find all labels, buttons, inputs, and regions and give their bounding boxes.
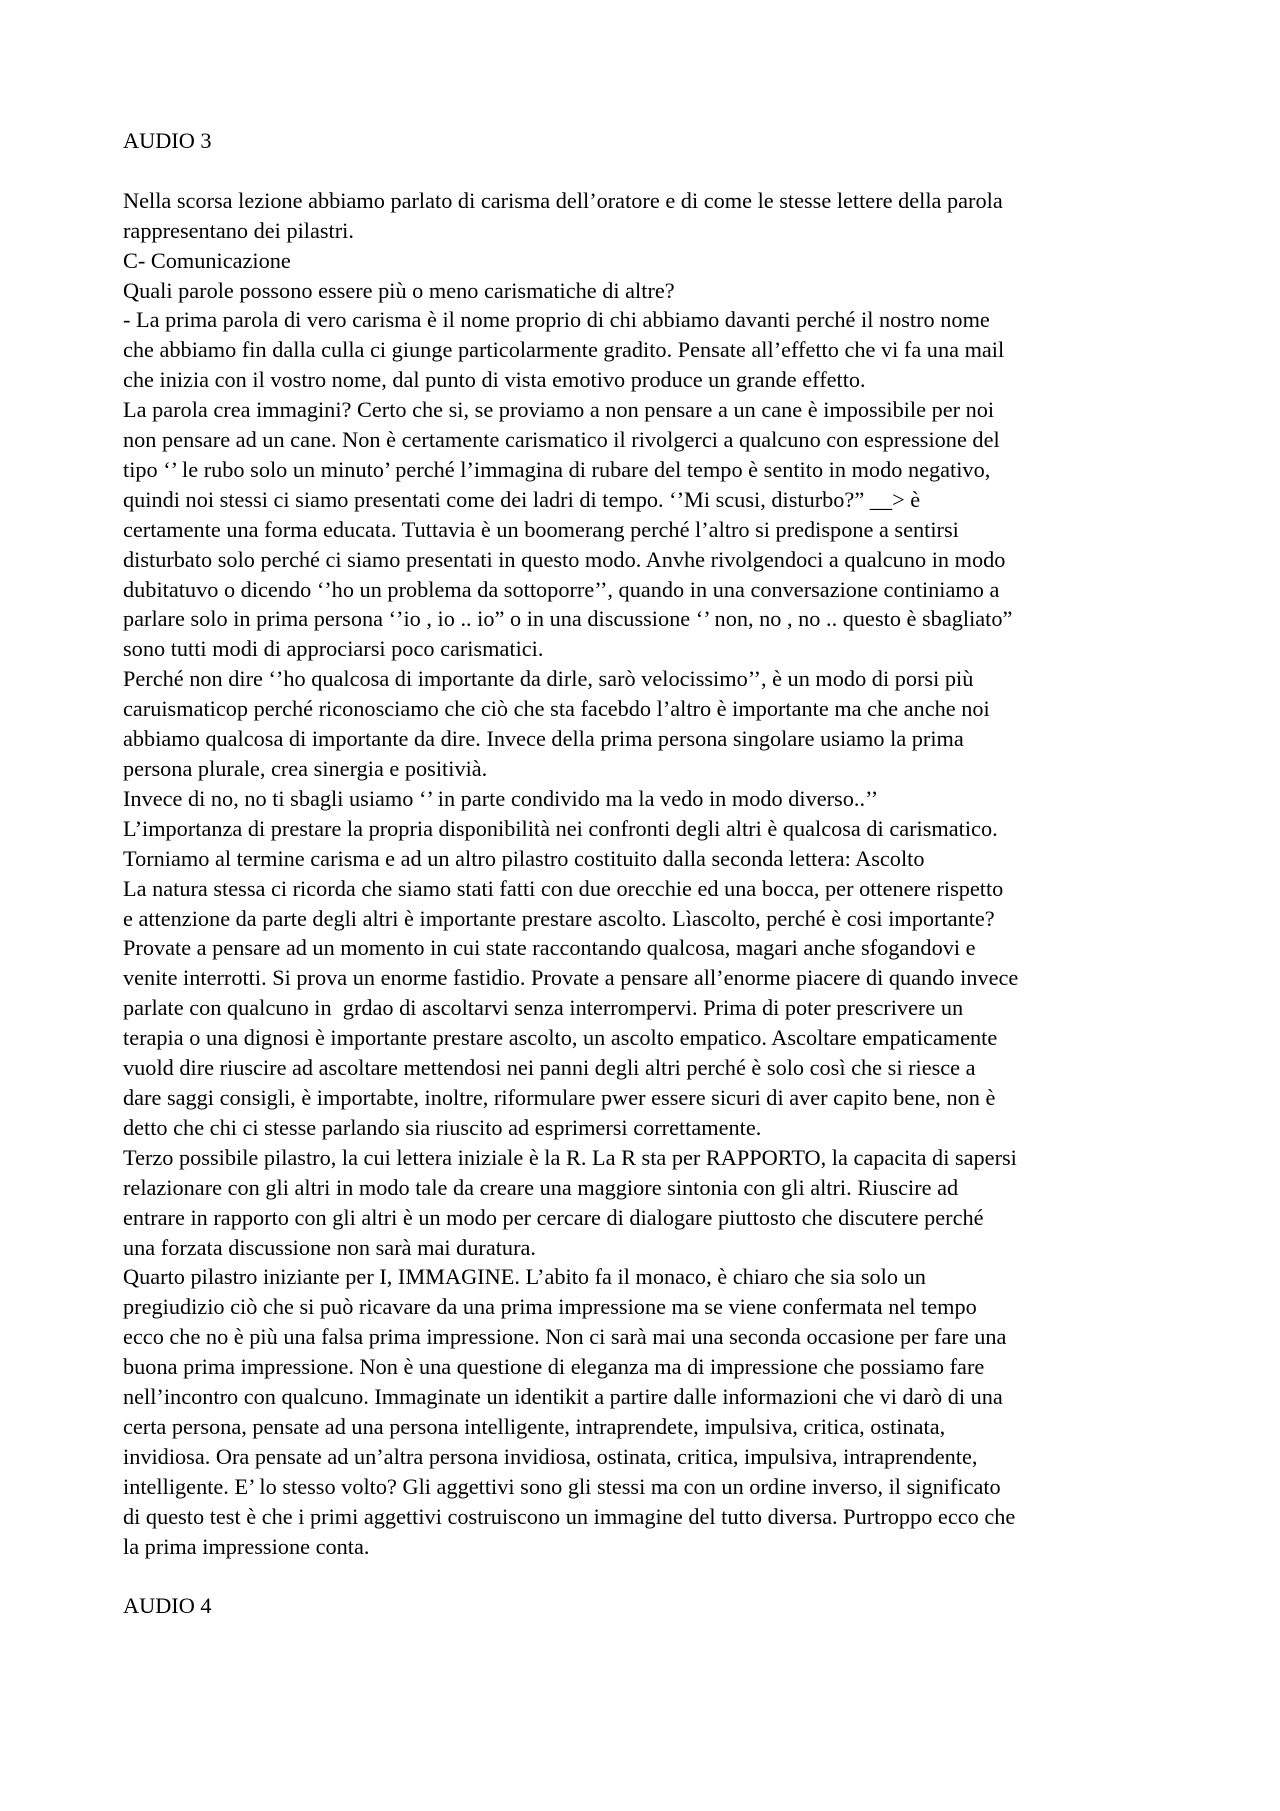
paragraph-intro: Nella scorsa lezione abbiamo parlato di carisma dell’oratore e di come le stesse lettere della parola rappresentano dei pilastri.: [123, 187, 1003, 243]
paragraph-question: Quali parole possono essere più o meno carismatiche di altre?: [123, 277, 675, 303]
paragraph-invece-di-no: Invece di no, no ti sbagli usiamo ‘’ in parte condivido ma la vedo in modo diverso..’’: [123, 785, 879, 811]
document-page: [123, 126, 1173, 1621]
paragraph-disponibilita: L’importanza di prestare la propria disponibilità nei confronti degli altri è qualcosa di carismatico.: [123, 815, 998, 841]
paragraph-nome-proprio: - La prima parola di vero carisma è il nome proprio di chi abbiamo davanti perché il nostro nome che abbiamo fin dalla culla ci giunge particolarmente gradito. Pensate all’effetto che vi fa una mail che inizia con il vostro nome, dal punto di vista emotivo produce un grande effetto.: [123, 307, 1005, 393]
section-title-audio-3: AUDIO 3: [123, 128, 212, 153]
paragraph-immagine: Quarto pilastro iniziante per I, IMMAGINE. L’abito fa il monaco, è chiaro che sia solo un pregiudizio ciò che si può ricavare da una prima impressione ma se viene confermata nel tempo ecco che no è più una falsa prima impressione. Non ci sarà mai una seconda occasione per fare una buona prima impressione. Non è una questione di eleganza ma di impressione che possiamo fare nell’incontro con qualcuno. Immaginate un identikit a partire dalle informazioni che vi darò di una certa persona, pensate ad una persona intelligente, intraprendete, impulsiva, critica, ostinata, invidiosa. Ora pensate ad un’altra persona invidiosa, ostinata, critica, impulsiva, intraprendente, intelligente. E’ lo stesso volto? Gli aggettivi sono gli stessi ma con un ordine inverso, il significato di questo test è che i primi aggettivi costruiscono un immagine del tutto diversa. Purtroppo ecco che la prima impressione conta.: [123, 1264, 1016, 1559]
paragraph-ascolto-heading: Torniamo al termine carisma e ad un altro pilastro costituito dalla seconda lettera: Ascolto: [123, 845, 925, 871]
paragraph-porsi-carismatico: Perché non dire ‘’ho qualcosa di importante da dirle, sarò velocissimo’’, è un modo di porsi più caruismaticop perché riconosciamo che ciò che sta facebdo l’altro è importante ma che anche noi abbiamo qualcosa di importante da dire. Invece della prima persona singolare usiamo la prima persona plurale, crea sinergia e positivià.: [123, 666, 990, 782]
paragraph-parola-immagini: La parola crea immagini? Certo che si, se proviamo a non pensare a un cane è impossibile per noi non pensare ad un cane. Non è certamente carismatico il rivolgerci a qualcuno con espressione del tipo ‘’ le rubo solo un minuto’ perché l’immagina di rubare del tempo è sentito in modo negativo, quindi noi stessi ci siamo presentati come dei ladri di tempo. ‘’Mi scusi, disturbo?” __> è certamente una forma educata. Tuttavia è un boomerang perché l’altro si predispone a sentirsi disturbato solo perché ci siamo presentati in questo modo. Anvhe rivolgendoci a qualcuno in modo dubitatuvo o dicendo ‘’ho un problema da sottoporre’’, quando in una conversazione continiamo a parlare solo in prima persona ‘’io , io .. io” o in una discussione ‘’ non, no , no .. questo è sbagliato” sono tutti modi di approciarsi poco carismatici.: [123, 397, 1013, 662]
blank-line: [123, 1561, 1173, 1591]
blank-line: [123, 156, 1173, 186]
paragraph-comunicazione-heading: C- Comunicazione: [123, 247, 291, 273]
paragraph-rapporto: Terzo possibile pilastro, la cui lettera iniziale è la R. La R sta per RAPPORTO, la capacita di sapersi relazionare con gli altri in modo tale da creare una maggiore sintonia con gli altri. Riuscire ad entrare in rapporto con gli altri è un modo per cercare di dialogare piuttosto che discutere perché una forzata discussione non sarà mai duratura.: [123, 1144, 1017, 1260]
section-title-audio-4: AUDIO 4: [123, 1593, 212, 1619]
paragraph-ascolto: La natura stessa ci ricorda che siamo stati fatti con due orecchie ed una bocca, per ottenere rispetto e attenzione da parte degli altri è importante prestare ascolto. Lìascolto, perché è cosi importante? Provate a pensare ad un momento in cui state raccontando qualcosa, magari anche sfogandovi e venite interrotti. Si prova un enorme fastidio. Provate a pensare all’enorme piacere di quando invece parlate con qualcuno in grdao di ascoltarvi senza interrompervi. Prima di poter prescrivere un terapia o una dignosi è importante prestare ascolto, un ascolto empatico. Ascoltare empaticamente vuold dire riuscire ad ascoltare mettendosi nei panni degli altri perché è solo così che si riesce a dare saggi consigli, è importabte, inoltre, riformulare pwer essere sicuri di aver capito bene, non è detto che chi ci stesse parlando sia riuscito ad esprimersi correttamente.: [123, 875, 1019, 1140]
